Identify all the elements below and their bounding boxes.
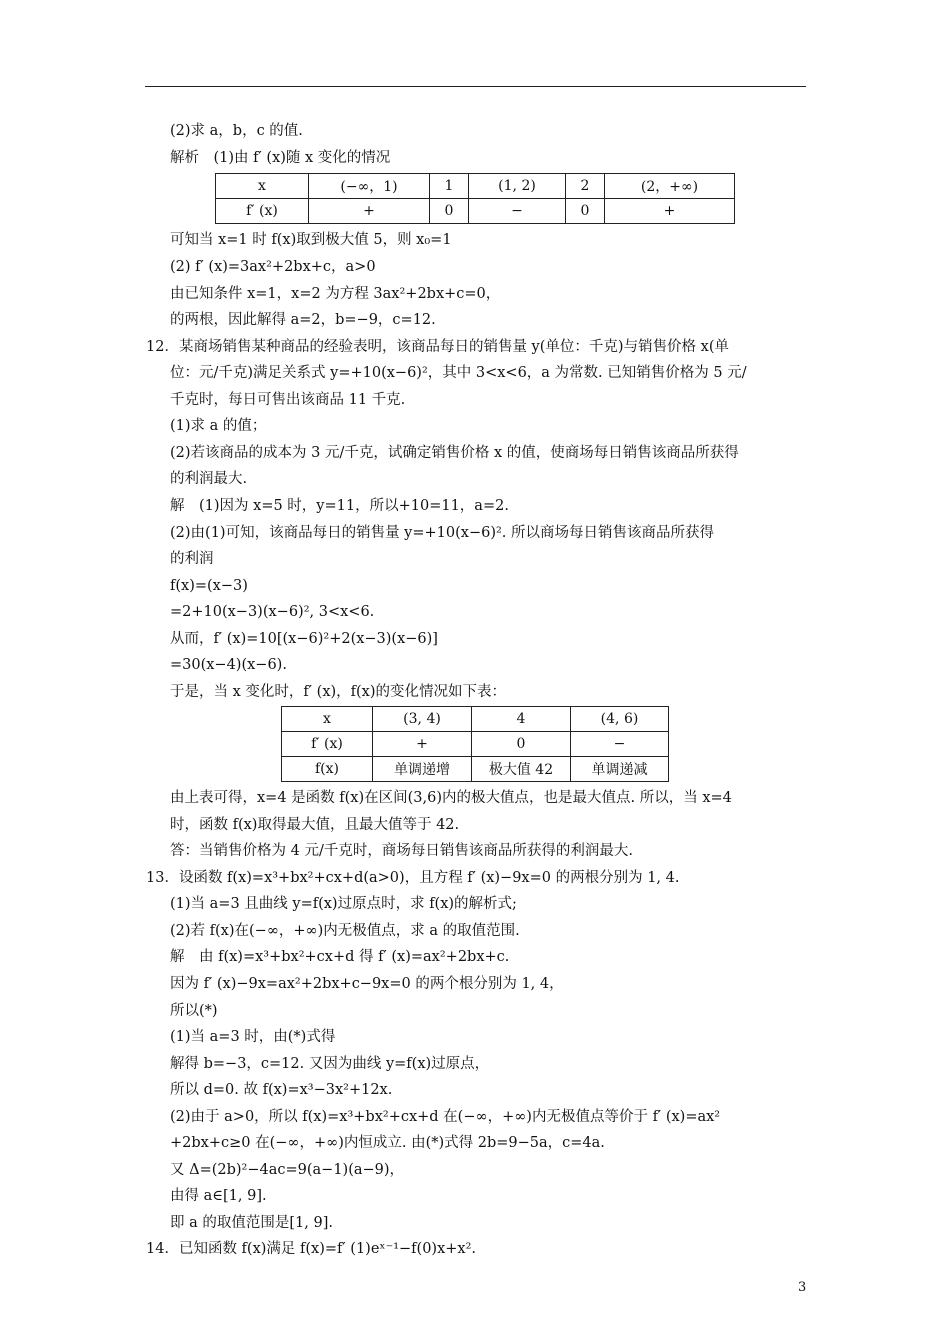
table-cell: 极大值 42 (472, 757, 571, 782)
table-cell: 2 (566, 174, 605, 199)
table-cell: x (282, 707, 373, 732)
table-cell: − (571, 732, 669, 757)
table-cell: + (309, 199, 430, 224)
table-cell: (1, 2) (469, 174, 566, 199)
text-line: (2)由于 a>0，所以 f(x)=x³+bx²+cx+d 在(−∞，+∞)内无极值点等价于 f′ (x)=ax² (170, 1109, 721, 1125)
text-line: (1)当 a=3 时，由(*)式得 (170, 1029, 336, 1045)
text-line: 的两根，因此解得 a=2，b=−9，c=12. (170, 312, 436, 328)
text-line: 由已知条件 x=1，x=2 为方程 3ax²+2bx+c=0， (170, 286, 501, 302)
text-line: 从而，f′ (x)=10[(x−6)²+2(x−3)(x−6)] (170, 631, 438, 647)
text-line: 解析 (1)由 f′ (x)随 x 变化的情况 (170, 150, 391, 166)
text-line: 即 a 的取值范围是[1, 9]. (170, 1215, 333, 1231)
table-cell: x (216, 174, 309, 199)
text-line: 所以 d=0. 故 f(x)=x³−3x²+12x. (170, 1082, 393, 1098)
table-cell: f(x) (282, 757, 373, 782)
table-cell: + (605, 199, 735, 224)
table-cell: (4, 6) (571, 707, 669, 732)
derivative-sign-table-1 (215, 173, 735, 224)
text-line: =2+10(x−3)(x−6)², 3<x<6. (170, 604, 375, 620)
table-cell: + (373, 732, 472, 757)
text-line: 又 Δ=(2b)²−4ac=9(a−1)(a−9)， (170, 1162, 405, 1178)
table-cell: 单调递减 (571, 757, 669, 782)
table-cell: 0 (566, 199, 605, 224)
table-cell: 4 (472, 707, 571, 732)
text-line: (2)若 f(x)在(−∞，+∞)内无极值点，求 a 的取值范围. (170, 923, 520, 939)
text-line: 答：当销售价格为 4 元/千克时，商场每日销售该商品所获得的利润最大. (170, 843, 633, 859)
text-line: =30(x−4)(x−6). (170, 657, 287, 673)
table-cell: f′ (x) (216, 199, 309, 224)
text-line: 由得 a∈[1, 9]. (170, 1188, 267, 1204)
text-line: 时，函数 f(x)取得最大值，且最大值等于 42. (170, 817, 460, 833)
problem-14-statement: 14．已知函数 f(x)满足 f(x)=f′ (1)eˣ⁻¹−f(0)x+x². (146, 1241, 477, 1257)
text-line: 于是，当 x 变化时，f′ (x)，f(x)的变化情况如下表： (170, 684, 507, 700)
text-line: (2)由(1)可知，该商品每日的销售量 y=+10(x−6)². 所以商场每日销售该商品所获得 (170, 525, 715, 541)
text-line: +2bx+c≥0 在(−∞，+∞)内恒成立. 由(*)式得 2b=9−5a，c=4a. (170, 1135, 605, 1151)
text-line: (2) f′ (x)=3ax²+2bx+c，a>0 (170, 259, 376, 275)
text-line: 可知当 x=1 时 f(x)取到极大值 5，则 x₀=1 (170, 232, 452, 248)
text-line: 解得 b=−3，c=12. 又因为曲线 y=f(x)过原点， (170, 1056, 490, 1072)
table-cell: 0 (472, 732, 571, 757)
text-line: 位：元/千克)满足关系式 y=+10(x−6)²，其中 3<x<6，a 为常数. 已知销售价格为 5 元/ (170, 365, 747, 381)
text-line: (2)求 a，b，c 的值. (170, 123, 303, 139)
text-line: 的利润最大. (170, 471, 248, 487)
table-cell: (3, 4) (373, 707, 472, 732)
text-line: (2)若该商品的成本为 3 元/千克，试确定销售价格 x 的值，使商场每日销售该商品所获得 (170, 445, 739, 461)
text-line: 解 由 f(x)=x³+bx²+cx+d 得 f′ (x)=ax²+2bx+c. (170, 949, 510, 965)
text-line: 解 (1)因为 x=5 时，y=11，所以+10=11，a=2. (170, 498, 509, 514)
text-line: f(x)=(x−3) (170, 578, 248, 594)
header-rule (145, 86, 806, 87)
text-line: 所以(*) (170, 1003, 218, 1019)
text-line: 因为 f′ (x)−9x=ax²+2bx+c−9x=0 的两个根分别为 1, 4， (170, 976, 564, 992)
text-line: 由上表可得，x=4 是函数 f(x)在区间(3,6)内的极大值点，也是最大值点. 所以，当 x=4 (170, 790, 732, 806)
page-number: 3 (798, 1280, 807, 1295)
text-line: (1)求 a 的值； (170, 418, 267, 434)
table-cell: 1 (430, 174, 469, 199)
table-cell: − (469, 199, 566, 224)
problem-13-statement: 13．设函数 f(x)=x³+bx²+cx+d(a>0)，且方程 f′ (x)−9x=0 的两根分别为 1, 4. (146, 870, 680, 886)
problem-12-statement: 12．某商场销售某种商品的经验表明，该商品每日的销售量 y(单位：千克)与销售价格 x(单 (146, 339, 730, 355)
text-line: (1)当 a=3 且曲线 y=f(x)过原点时，求 f(x)的解析式; (170, 896, 517, 912)
profit-variation-table (281, 706, 669, 782)
table-cell: f′ (x) (282, 732, 373, 757)
table-cell: (−∞，1) (309, 174, 430, 199)
table-cell: (2，+∞) (605, 174, 735, 199)
table-cell: 0 (430, 199, 469, 224)
text-line: 的利润 (170, 551, 214, 567)
text-line: 千克时，每日可售出该商品 11 千克. (170, 392, 406, 408)
table-cell: 单调递增 (373, 757, 472, 782)
